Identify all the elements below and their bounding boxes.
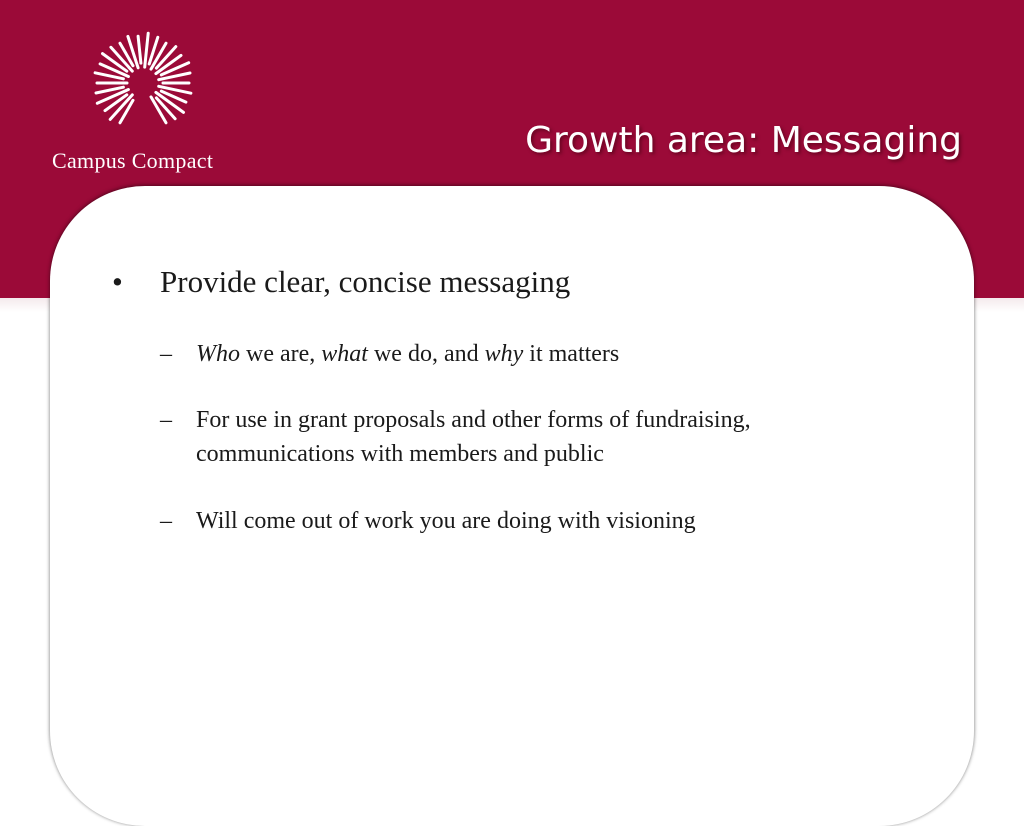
text-segment: it matters bbox=[523, 341, 620, 367]
text-segment: we are, bbox=[240, 341, 322, 367]
sub-bullet-text: Will come out of work you are doing with visioning bbox=[196, 508, 696, 534]
dash-marker: – bbox=[160, 508, 172, 534]
emphasis-who: Who bbox=[196, 341, 240, 367]
sub-bullet-text: For use in grant proposals and other forms of fundraising, communications with members and public bbox=[196, 407, 751, 467]
bullet-marker: • bbox=[112, 264, 123, 299]
slide-title: Growth area: Messaging bbox=[525, 120, 962, 161]
dash-marker: – bbox=[160, 407, 172, 433]
dash-marker: – bbox=[160, 341, 172, 367]
sub-bullet-text bbox=[196, 337, 896, 371]
text-segment: we do, and bbox=[367, 341, 485, 367]
logo-wordmark: Campus Compact bbox=[52, 148, 214, 173]
bullet-text: Provide clear, concise messaging bbox=[160, 264, 571, 299]
emphasis-what: what bbox=[321, 341, 368, 367]
emphasis-why: why bbox=[484, 341, 524, 367]
